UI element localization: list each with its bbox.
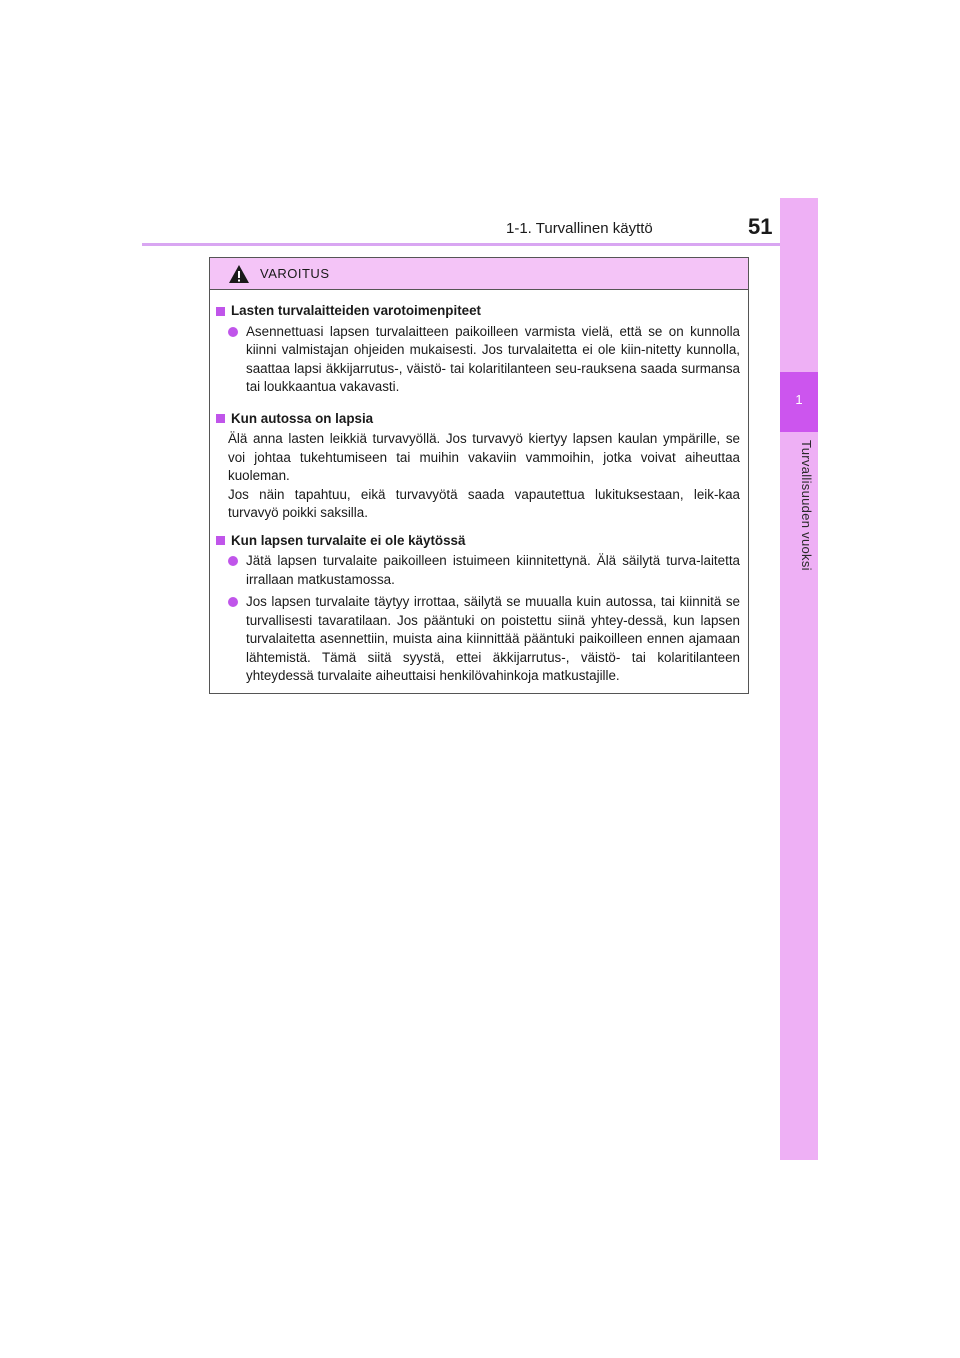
warning-box (209, 257, 749, 694)
header-rule (142, 243, 818, 246)
warning-title: VAROITUS (260, 266, 330, 281)
list-item-text: Jos lapsen turvalaite täytyy irrottaa, säilytä se muualla kuin autossa, tai kiinnitä se turvallisesti tavaratilaan. Jos pääntuki on poistettu siinä yhtey-dessä, kun lapsen turvalaitetta asennettiin, muista aina kiinnittää pääntuki paikoilleen ennen ajamaan lähtemistä. Tämä siitä syystä, ettei äkkijarrutus-, väistö- tai kolaritilanteen yhteydessä turvalaite aiheuttaisi henkilövahinkoja matkustajille. (246, 594, 740, 683)
section-heading-text: Lasten turvalaitteiden varotoimenpiteet (231, 303, 482, 318)
chapter-tab (780, 198, 818, 1160)
paragraph: Älä anna lasten leikkiä turvavyöllä. Jos turvavyö kiertyy lapsen kaulan ympärille, se voi johtaa tukehtumiseen tai muihin vakaviin vammoihin, jotka voivat aiheuttaa kuoleman. (228, 431, 740, 483)
list-item (228, 323, 740, 397)
chapter-number: 1 (795, 392, 803, 407)
list-item-text: Jätä lapsen turvalaite paikoilleen istuimeen kiinnitettynä. Älä säilytä turva-laitetta irrallaan matkustamossa. (246, 553, 740, 587)
list-item (228, 552, 740, 589)
list-item-text: Asennettuasi lapsen turvalaitteen paikoilleen varmista vielä, että se on kunnolla kiinni valmistajan ohjeiden mukaisesti. Jos turvalaitetta ei ole kiin-nitetty kunnolla, saattaa lapsi äkkijarrutus-, väistö- tai kolaritilanteen seu-rauksena saada surmansa tai loukkaantua vakavasti. (246, 323, 740, 394)
square-bullet-icon (216, 536, 225, 545)
section-heading (216, 410, 740, 429)
section-heading (216, 302, 740, 321)
round-bullet-icon (228, 597, 238, 607)
section-heading-text: Kun autossa on lapsia (231, 410, 374, 426)
section-title: 1-1. Turvallinen käyttö (506, 220, 653, 237)
warning-body (210, 290, 748, 686)
section-heading (216, 532, 740, 551)
square-bullet-icon (216, 414, 225, 423)
page-number: 51 (748, 214, 773, 239)
section-heading-text: Kun lapsen turvalaite ei ole käytössä (231, 532, 466, 548)
chapter-title: Turvallisuuden vuoksi (799, 440, 814, 571)
round-bullet-icon (228, 327, 238, 337)
round-bullet-icon (228, 556, 238, 566)
list-item (228, 593, 740, 686)
paragraph: Jos näin tapahtuu, eikä turvavyötä saada vapautettua lukituksestaan, leik-kaa turvavyö poikki saksilla. (228, 486, 740, 520)
warning-header (210, 258, 748, 290)
warning-triangle-icon (228, 264, 250, 284)
square-bullet-icon (216, 307, 225, 316)
